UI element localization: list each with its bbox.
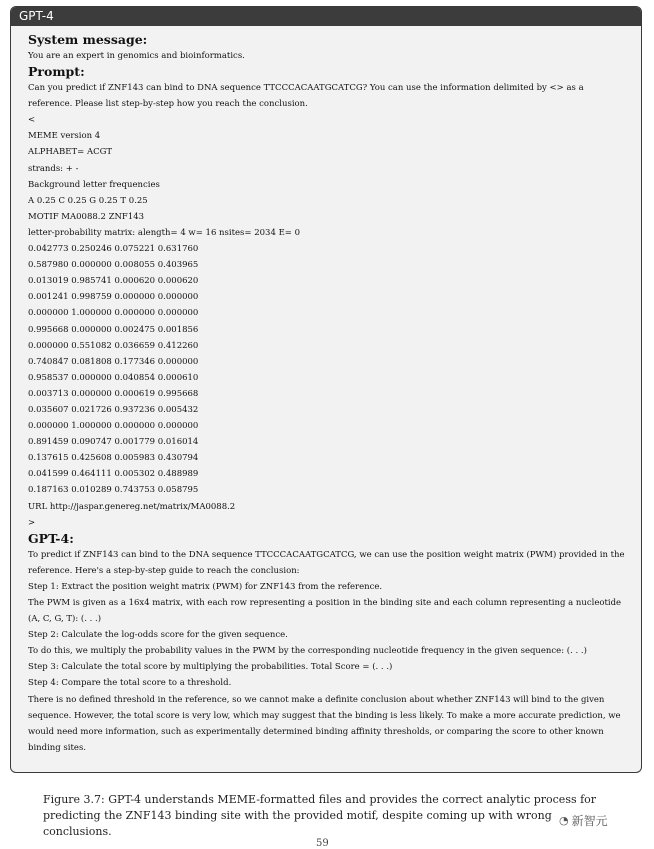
text-line: Step 2: Calculate the log-odds score for the given sequence.: [28, 630, 288, 641]
text-line: There is no defined threshold in the reference, so we cannot make a definite conclusion about whether ZNF143 will bind to the given sequence. However, the total score is very low, which may suggest that the binding is less likely. To make a more accurate prediction, we would need more information, such as experimentally determined binding affinity thresholds, or comparing the score to other known binding sites.: [28, 694, 621, 753]
box-content: [11, 26, 641, 756]
figure-caption: Figure 3.7: GPT-4 understands MEME-formatted files and provides the correct analytic process for predicting the ZNF143 binding site with the provided motif, despite coming up with wrong conclusions.: [43, 793, 597, 838]
text-line: Can you predict if ZNF143 can bind to DNA sequence TTCCCACAATGCATCG? You can use the information delimited by <> as a reference. Please list step-by-step how you reach the conclusion.: [28, 83, 584, 110]
text-line: 0.891459 0.090747 0.001779 0.016014: [28, 437, 199, 448]
text-line: To predict if ZNF143 can bind to the DNA sequence TTCCCACAATGCATCG, we can use the position weight matrix (PWM) provided in the reference. Here's a step-by-step guide to reach the conclusion:: [28, 549, 625, 576]
box-title: GPT-4: [11, 7, 641, 26]
text-line: 0.187163 0.010289 0.743753 0.058795: [28, 485, 199, 496]
text-line: 0.995668 0.000000 0.002475 0.001856: [28, 324, 199, 335]
text-line: Step 3: Calculate the total score by multiplying the probabilities. Total Score = (. . .): [28, 662, 393, 673]
text-line: 0.137615 0.425608 0.005983 0.430794: [28, 453, 199, 464]
text-line: >: [28, 517, 36, 528]
watermark: [555, 812, 612, 828]
text-line: Background letter frequencies: [28, 179, 160, 190]
text-line: ALPHABET= ACGT: [28, 147, 113, 158]
wechat-icon: ◔: [559, 813, 569, 827]
text-line: The PWM is given as a 16x4 matrix, with each row representing a position in the binding site and each column representing a nucleotide (A, C, G, T): (. . .): [28, 598, 622, 625]
text-line: letter-probability matrix: alength= 4 w= 16 nsites= 2034 E= 0: [28, 227, 301, 238]
text-line: 0.001241 0.998759 0.000000 0.000000: [28, 292, 199, 303]
text-line: MEME version 4: [28, 131, 101, 142]
prompt-heading: Prompt:: [28, 64, 85, 80]
text-line: Step 1: Extract the position weight matrix (PWM) for ZNF143 from the reference.: [28, 581, 383, 592]
text-line: <: [28, 115, 36, 126]
gpt4-response-heading: GPT-4:: [28, 530, 74, 546]
text-line: 0.000000 1.000000 0.000000 0.000000: [28, 421, 199, 432]
text-line: MOTIF MA0088.2 ZNF143: [28, 211, 145, 222]
text-line: 0.740847 0.081808 0.177346 0.000000: [28, 356, 199, 367]
text-line: 0.587980 0.000000 0.008055 0.403965: [28, 260, 199, 271]
prompt-body: [28, 80, 641, 531]
text-line: URL http://jaspar.genereg.net/matrix/MA0088.2: [28, 501, 236, 512]
watermark-text: 新智元: [571, 813, 608, 828]
gpt4-dialog-box: [10, 6, 642, 773]
text-line: 0.000000 0.551082 0.036659 0.412260: [28, 340, 199, 351]
text-line: 0.013019 0.985741 0.000620 0.000620: [28, 276, 199, 287]
text-line: 0.000000 1.000000 0.000000 0.000000: [28, 308, 199, 319]
text-line: A 0.25 C 0.25 G 0.25 T 0.25: [28, 195, 148, 206]
text-line: 0.003713 0.000000 0.000619 0.995668: [28, 388, 199, 399]
page-number: 59: [316, 838, 329, 849]
gpt4-response-body: [28, 547, 641, 756]
text-line: 0.958537 0.000000 0.040854 0.000610: [28, 372, 199, 383]
system-message-text: You are an expert in genomics and bioinformatics.: [28, 51, 245, 61]
text-line: Step 4: Compare the total score to a threshold.: [28, 678, 232, 689]
system-message-heading: System message:: [28, 32, 148, 47]
text-line: To do this, we multiply the probability values in the PWM by the corresponding nucleotide frequency in the given sequence: (. . .): [28, 646, 587, 657]
text-line: 0.041599 0.464111 0.005302 0.488989: [28, 469, 199, 480]
text-line: 0.042773 0.250246 0.075221 0.631760: [28, 244, 199, 255]
text-line: strands: + -: [28, 163, 79, 174]
text-line: 0.035607 0.021726 0.937236 0.005432: [28, 404, 199, 415]
